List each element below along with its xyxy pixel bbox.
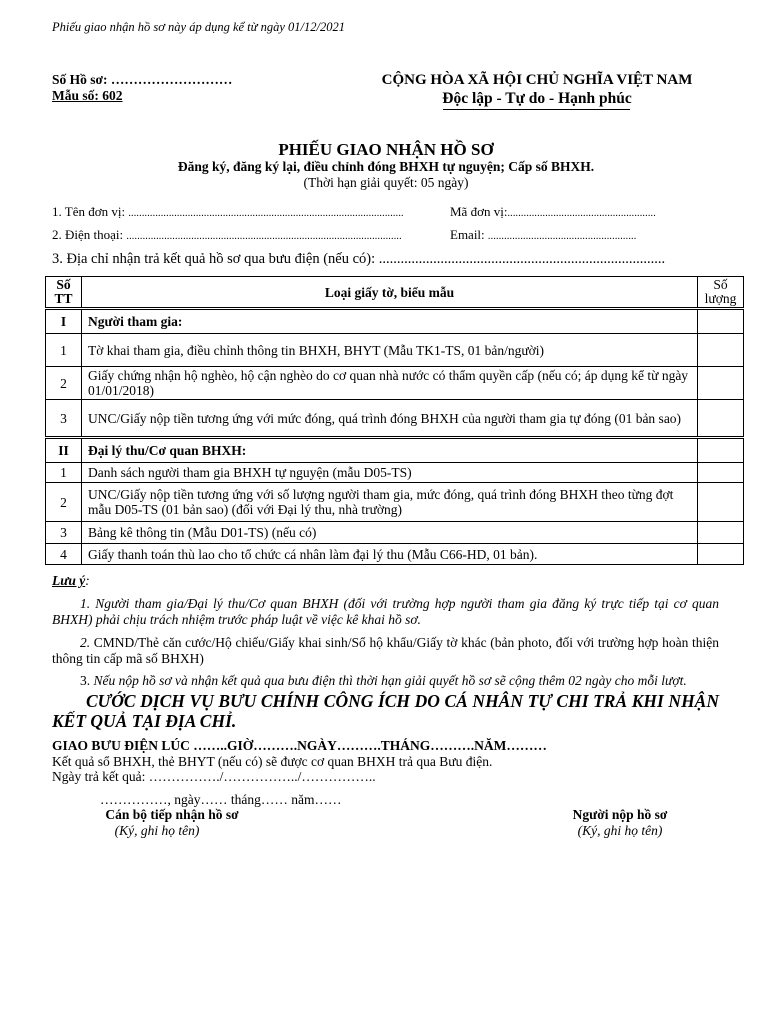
table-row: [46, 522, 744, 544]
form-number-label: Mẫu số: 602: [52, 88, 123, 103]
row-quantity: [698, 367, 744, 400]
unit-name-dots: ......................................................................................................: [128, 208, 404, 219]
table-row: [46, 334, 744, 367]
row-quantity: [698, 544, 744, 565]
note-3: [52, 673, 719, 689]
address-dots: ...............................................................................: [378, 251, 666, 267]
col-header-document: Loại giấy tờ, biểu mẫu: [82, 277, 698, 309]
table-row: [46, 438, 744, 463]
signing-date-line: ……………, ngày…… tháng…… năm……: [100, 792, 342, 807]
phone-dots: ......................................................................................................: [126, 231, 402, 242]
phone-label: 2. Điện thoại:: [52, 227, 124, 242]
unit-name-label: 1. Tên đơn vị:: [52, 204, 126, 219]
note-1: 1. Người tham gia/Đại lý thu/Cơ quan BHXH (đối với trường hợp người tham gia đăng ký trực tiếp tại cơ quan BHXH) phải chịu trách nhiệm trước pháp luật về việc kê khai hồ sơ.: [52, 596, 719, 627]
table-row: [46, 544, 744, 565]
email-dots: .......................................................: [487, 231, 637, 242]
address-label: 3. Địa chỉ nhận trả kết quả hồ sơ qua bưu điện (nếu có):: [52, 251, 376, 267]
note-2-number: 2.: [80, 635, 91, 650]
unit-code-label: Mã đơn vị:: [450, 204, 508, 219]
postal-result-note: Kết quả sổ BHXH, thẻ BHYT (nếu có) sẽ được cơ quan BHXH trả qua Bưu điện.: [52, 754, 493, 769]
row-number: I: [46, 309, 82, 334]
table-header-row: [46, 277, 744, 309]
row-quantity: [698, 334, 744, 367]
document-title: PHIẾU GIAO NHẬN HỒ SƠ: [278, 140, 494, 159]
table-row: [46, 309, 744, 334]
row-number: 1: [46, 463, 82, 483]
row-number: 2: [46, 483, 82, 522]
row-document: Đại lý thu/Cơ quan BHXH:: [82, 438, 698, 463]
row-number: 1: [46, 334, 82, 367]
note-3-text: Nếu nộp hồ sơ và nhận kết quả qua bưu điện thì thời hạn giải quyết hồ sơ sẽ cộng thêm 02 ngày cho mỗi lượt.: [90, 673, 687, 688]
postal-fee-notice: CƯỚC DỊCH VỤ BƯU CHÍNH CÔNG ÍCH DO CÁ NHÂN TỰ CHI TRẢ KHI NHẬN KẾT QUẢ TẠI ĐỊA CHỈ.: [52, 691, 719, 731]
notes-heading: [52, 573, 90, 589]
email-label: Email:: [450, 227, 485, 242]
unit-code-field: [450, 204, 656, 220]
postal-handover-line: GIAO BƯU ĐIỆN LÚC ……..GIỜ……….NGÀY……….THÁNG……….NĂM………: [52, 738, 547, 753]
row-quantity: [698, 522, 744, 544]
applicability-note: Phiếu giao nhận hồ sơ này áp dụng kể từ ngày 01/12/2021: [52, 20, 345, 34]
col-header-quantity: Số lượng: [698, 277, 744, 309]
row-quantity: [698, 438, 744, 463]
table-row: [46, 463, 744, 483]
document-subtitle: Đăng ký, đăng ký lại, điều chỉnh đóng BHXH tự nguyện; Cấp số BHXH.: [177, 159, 595, 174]
notes-colon: :: [85, 573, 90, 588]
row-document: UNC/Giấy nộp tiền tương ứng với số lượng người tham gia, mức đóng, quá trình đóng BHXH theo từng đợt mẫu D05-TS (01 bản sao) (đối với Đại lý thu, nhà trường): [82, 483, 698, 522]
receiver-sign-note: (Ký, ghi họ tên): [114, 823, 200, 838]
unit-name-field: [52, 204, 404, 220]
row-quantity: [698, 463, 744, 483]
return-date-line: Ngày trả kết quả: ……………./……………../……………..: [52, 769, 376, 784]
row-document: Giấy thanh toán thù lao cho tổ chức cá nhân làm đại lý thu (Mẫu C66-HD, 01 bản).: [82, 544, 698, 565]
row-document: UNC/Giấy nộp tiền tương ứng với mức đóng, quá trình đóng BHXH của người tham gia tự đóng (01 bản sao): [82, 400, 698, 438]
col-header-no: Số TT: [46, 277, 82, 309]
row-document: Bảng kê thông tin (Mẫu D01-TS) (nếu có): [82, 522, 698, 544]
table-row: [46, 400, 744, 438]
email-field: [450, 227, 636, 243]
row-number: 3: [46, 400, 82, 438]
row-number: 4: [46, 544, 82, 565]
row-document: Danh sách người tham gia BHXH tự nguyện (mẫu D05-TS): [82, 463, 698, 483]
receiver-signature: [62, 807, 282, 839]
note-3-number: 3.: [80, 673, 91, 688]
receiver-title: Cán bộ tiếp nhận hồ sơ: [105, 807, 239, 822]
note-2-text: CMND/Thẻ căn cước/Hộ chiếu/Giấy khai sinh/Sổ hộ khẩu/Giấy tờ khác (bản photo, đối với trường hợp hoàn thiện thông tin cấp mã số BHXH): [52, 635, 719, 666]
row-number: II: [46, 438, 82, 463]
row-quantity: [698, 400, 744, 438]
processing-deadline: (Thời hạn giải quyết: 05 ngày): [303, 175, 469, 190]
national-title: CỘNG HÒA XÃ HỘI CHỦ NGHĨA VIỆT NAM: [381, 72, 693, 88]
note-2: [52, 635, 719, 666]
row-number: 3: [46, 522, 82, 544]
unit-code-dots: .......................................................: [507, 208, 656, 219]
address-field: [52, 251, 665, 268]
submitter-title: Người nộp hồ sơ: [572, 807, 668, 822]
row-number: 2: [46, 367, 82, 400]
row-quantity: [698, 309, 744, 334]
table-row: [46, 483, 744, 522]
row-document: Giấy chứng nhận hộ nghèo, hộ cận nghèo do cơ quan nhà nước có thẩm quyền cấp (nếu có; áp dụng kể từ ngày 01/01/2018): [82, 367, 698, 400]
national-motto: Độc lập - Tự do - Hạnh phúc: [442, 90, 632, 107]
notes-label: Lưu ý: [52, 573, 86, 588]
table-row: [46, 367, 744, 400]
file-number-label: Số Hồ sơ: ………………………: [52, 72, 233, 87]
row-quantity: [698, 483, 744, 522]
submitter-signature: [520, 807, 720, 839]
row-document: Tờ khai tham gia, điều chỉnh thông tin BHXH, BHYT (Mẫu TK1-TS, 01 bản/người): [82, 334, 698, 367]
phone-field: [52, 227, 402, 243]
documents-table: [45, 276, 744, 565]
motto-underline: [443, 109, 630, 110]
row-document: Người tham gia:: [82, 309, 698, 334]
submitter-sign-note: (Ký, ghi họ tên): [577, 823, 663, 838]
